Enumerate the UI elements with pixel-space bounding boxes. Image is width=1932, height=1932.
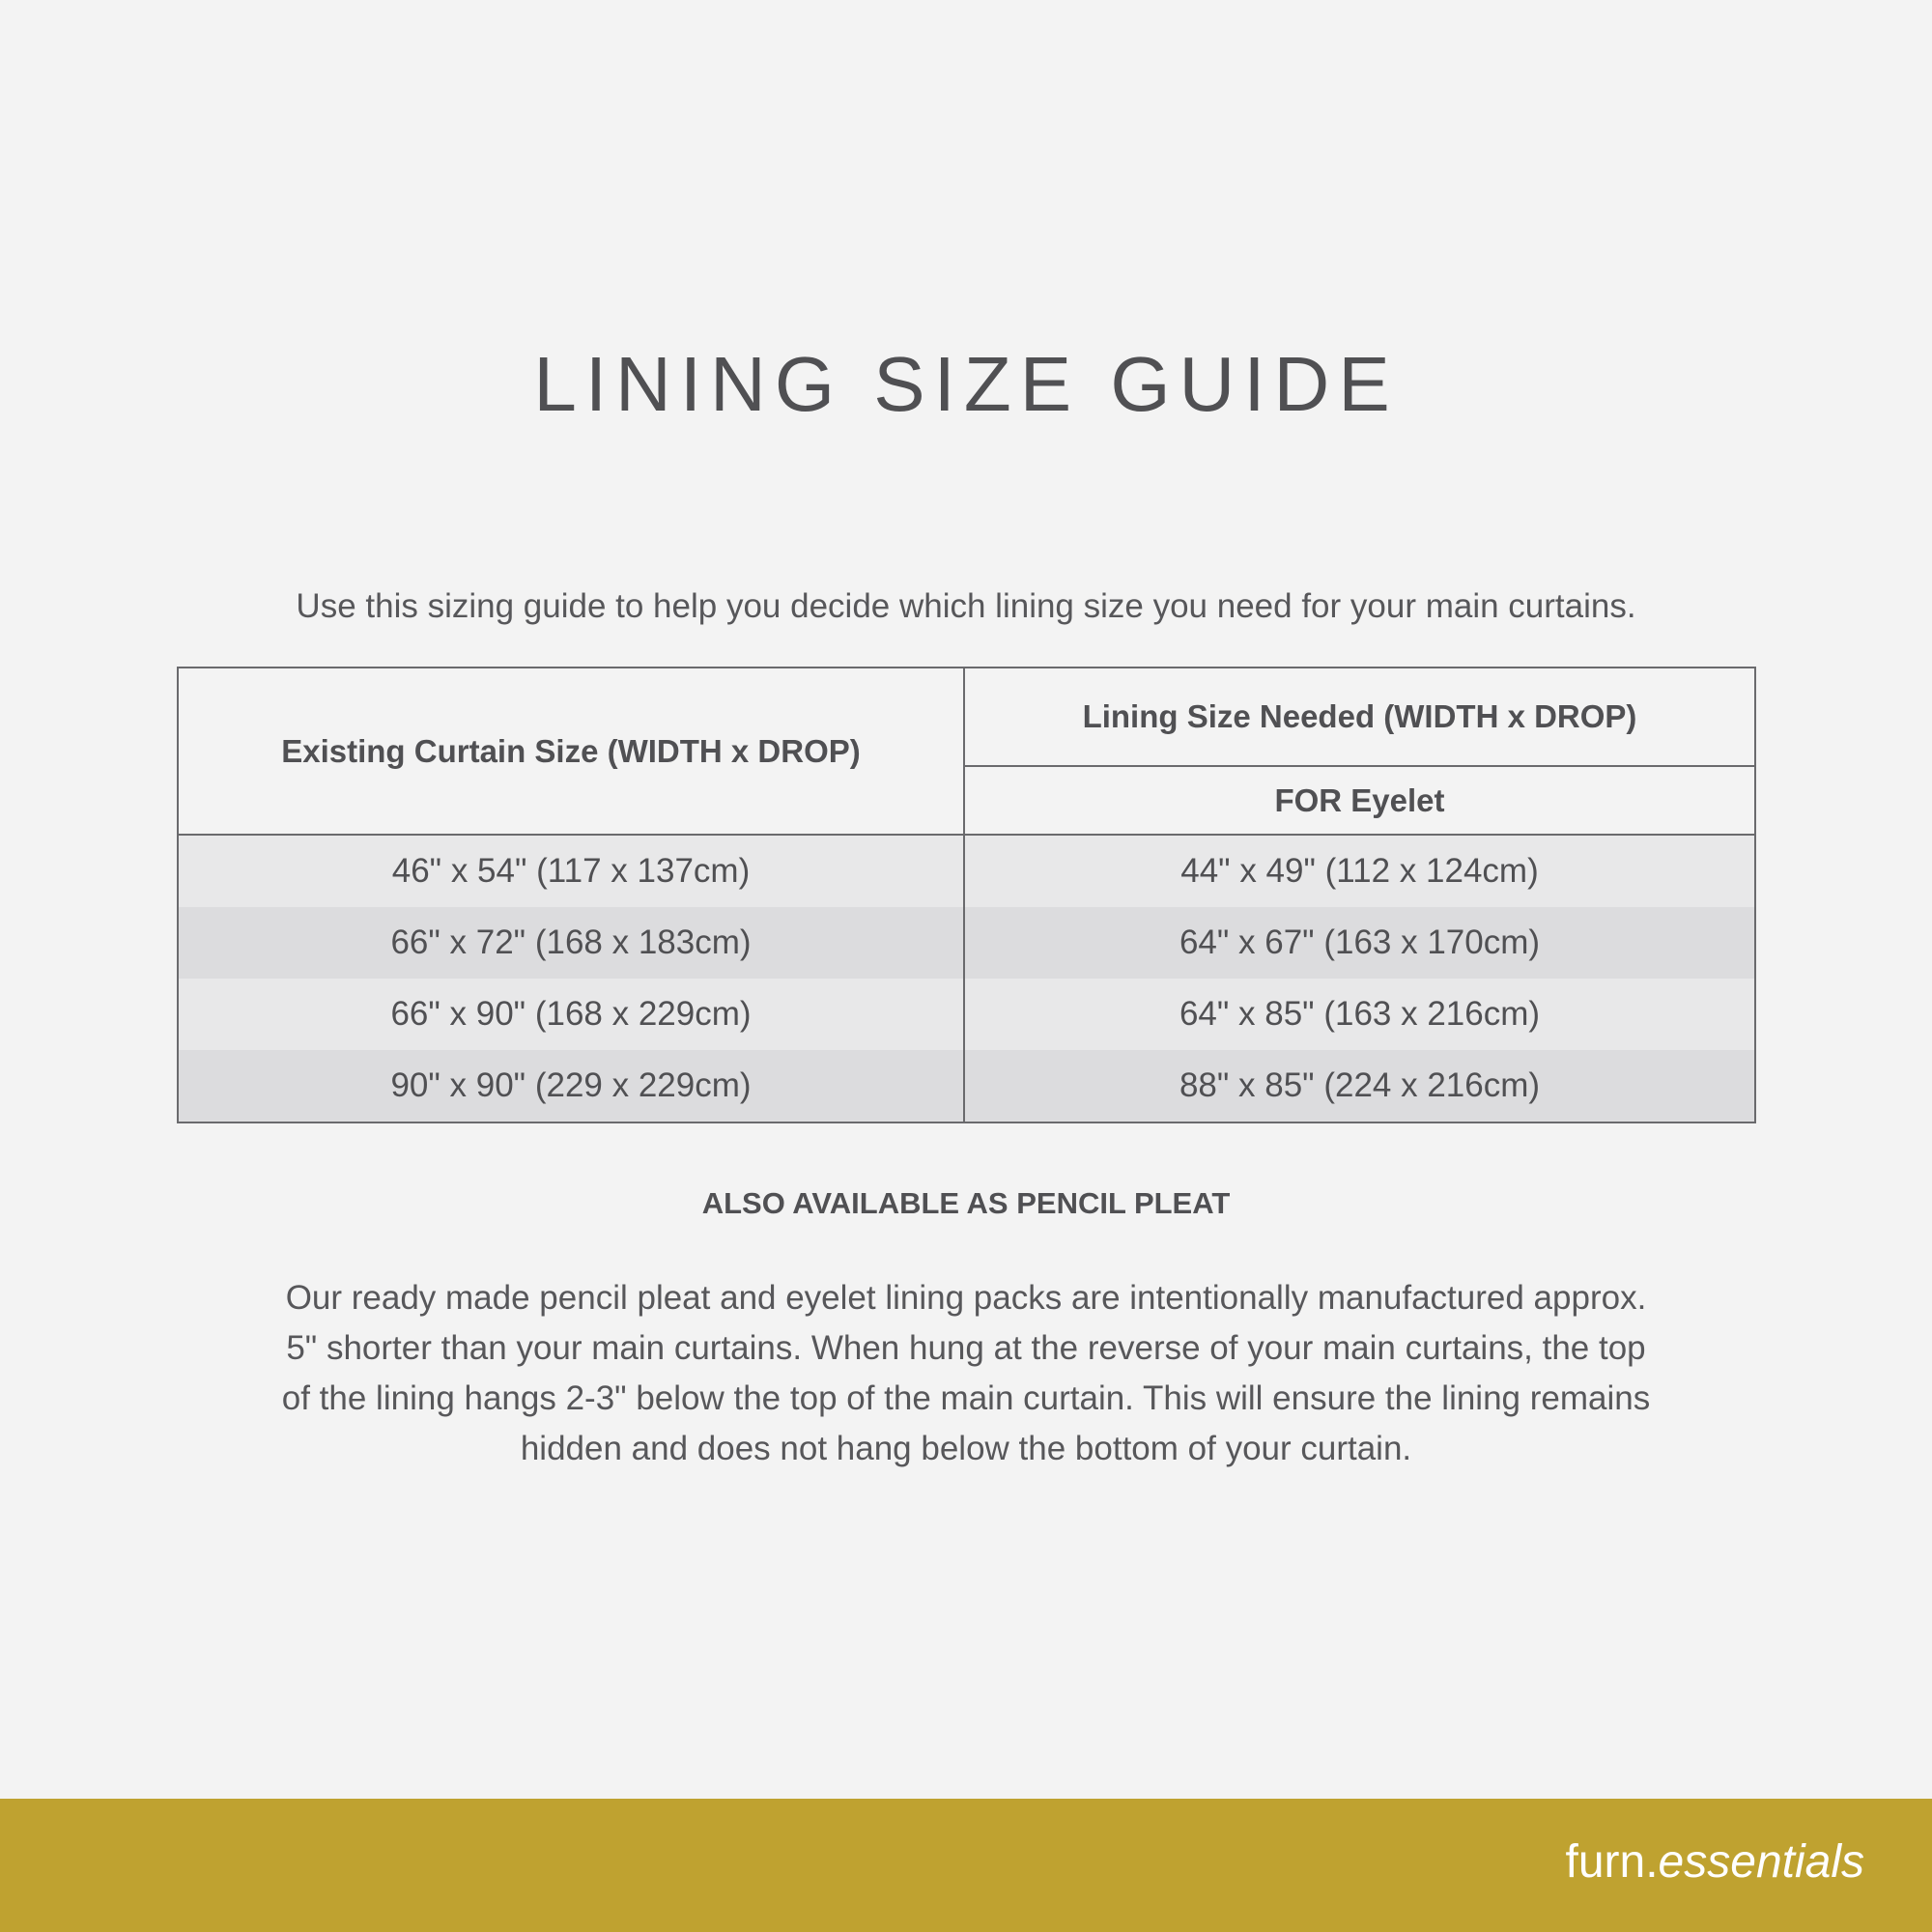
pencil-pleat-heading: ALSO AVAILABLE AS PENCIL PLEAT — [701, 1186, 1231, 1220]
existing-size-header: Existing Curtain Size (WIDTH x DROP) — [178, 668, 964, 835]
table-row — [178, 907, 1755, 979]
table-row — [178, 979, 1755, 1050]
intro-text: Use this sizing guide to help you decide which lining size you need for your main curtains. — [296, 587, 1636, 625]
existing-size-cell: 46" x 54" (117 x 137cm) — [178, 835, 964, 907]
lining-size-cell: 88" x 85" (224 x 216cm) — [964, 1050, 1755, 1122]
footer-bar — [0, 1799, 1932, 1932]
existing-size-cell: 66" x 90" (168 x 229cm) — [178, 979, 964, 1050]
brand-logo — [1566, 1835, 1865, 1889]
lining-size-header: Lining Size Needed (WIDTH x DROP) — [964, 668, 1755, 766]
existing-size-cell: 66" x 72" (168 x 183cm) — [178, 907, 964, 979]
table-row — [178, 835, 1755, 907]
lining-size-cell: 64" x 85" (163 x 216cm) — [964, 979, 1755, 1050]
lining-note — [193, 1273, 1739, 1474]
existing-size-cell: 90" x 90" (229 x 229cm) — [178, 1050, 964, 1122]
note-line: hidden and does not hang below the bottom of your curtain. — [520, 1430, 1412, 1467]
note-line: Our ready made pencil pleat and eyelet lining packs are intentionally manufactured approx. — [285, 1279, 1647, 1317]
eyelet-subheader: FOR Eyelet — [964, 766, 1755, 835]
table-row — [178, 1050, 1755, 1122]
lining-size-cell: 64" x 67" (163 x 170cm) — [964, 907, 1755, 979]
note-line: of the lining hangs 2-3" below the top of the main curtain. This will ensure the lining remains — [281, 1379, 1651, 1417]
lining-size-cell: 44" x 49" (112 x 124cm) — [964, 835, 1755, 907]
size-guide-table — [177, 667, 1756, 1123]
brand-logo-part: furn. — [1565, 1836, 1659, 1888]
brand-logo-part: essentials — [1658, 1836, 1864, 1888]
page-title: LINING SIZE GUIDE — [533, 341, 1399, 427]
note-line: 5" shorter than your main curtains. When hung at the reverse of your main curtains, the top — [286, 1329, 1646, 1367]
